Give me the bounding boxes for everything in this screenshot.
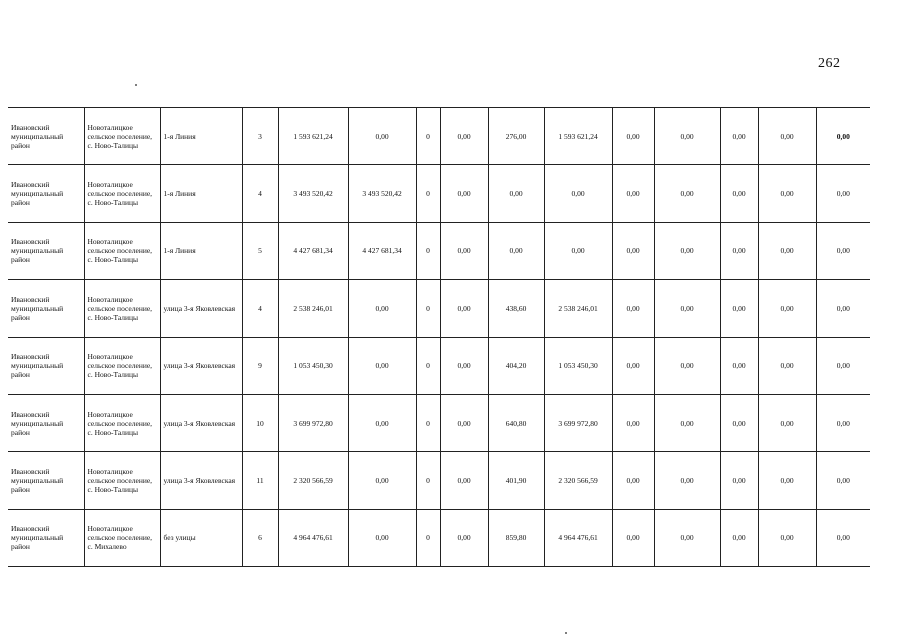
table-row [8, 165, 870, 222]
house-number-cell: 6 [242, 509, 278, 566]
value-cell: 0 [416, 337, 440, 394]
value-cell: 0,00 [758, 394, 816, 451]
value-cell: 0,00 [758, 108, 816, 165]
total-cost-cell: 3 699 972,80 [278, 394, 348, 451]
value-cell: 0,00 [654, 108, 720, 165]
house-number-cell: 9 [242, 337, 278, 394]
table-row [8, 108, 870, 165]
house-number-cell: 3 [242, 108, 278, 165]
value-cell: 0,00 [440, 337, 488, 394]
district-cell: Ивановский муниципальный район [8, 280, 84, 337]
area-cell: 0,00 [488, 165, 544, 222]
value-cell: 0,00 [612, 452, 654, 509]
value-cell: 3 493 520,42 [348, 165, 416, 222]
area-cell: 859,80 [488, 509, 544, 566]
district-cell: Ивановский муниципальный район [8, 452, 84, 509]
value-cell: 0,00 [758, 452, 816, 509]
house-number-cell: 11 [242, 452, 278, 509]
settlement-cell: Новоталицкое сельское поселение, с. Ново-Талицы [84, 394, 160, 451]
settlement-cell: Новоталицкое сельское поселение, с. Ново-Талицы [84, 108, 160, 165]
value-cell: 0 [416, 394, 440, 451]
value-cell: 0,00 [440, 222, 488, 279]
value-cell: 0,00 [654, 394, 720, 451]
value-cell: 0 [416, 509, 440, 566]
value-cell: 1 053 450,30 [544, 337, 612, 394]
district-cell: Ивановский муниципальный район [8, 509, 84, 566]
street-cell: улица 3-я Яковлевская [160, 280, 242, 337]
district-cell: Ивановский муниципальный район [8, 337, 84, 394]
table-body [8, 108, 870, 567]
value-cell: 0 [416, 452, 440, 509]
street-cell: улица 3-я Яковлевская [160, 337, 242, 394]
total-cost-cell: 1 593 621,24 [278, 108, 348, 165]
value-cell: 0,00 [440, 452, 488, 509]
value-cell: 0,00 [440, 165, 488, 222]
value-cell: 0,00 [654, 452, 720, 509]
value-cell: 0,00 [612, 337, 654, 394]
district-cell: Ивановский муниципальный район [8, 108, 84, 165]
table-row [8, 452, 870, 509]
value-cell: 0,00 [612, 165, 654, 222]
house-number-cell: 5 [242, 222, 278, 279]
value-cell: 0,00 [612, 222, 654, 279]
value-cell: 0,00 [612, 394, 654, 451]
settlement-cell: Новоталицкое сельское поселение, с. Ново-Талицы [84, 337, 160, 394]
value-cell: 0 [416, 165, 440, 222]
settlement-cell: Новоталицкое сельское поселение, с. Ново-Талицы [84, 222, 160, 279]
value-cell: 0,00 [720, 394, 758, 451]
value-cell: 0,00 [758, 222, 816, 279]
value-cell: 0,00 [440, 394, 488, 451]
value-cell: 0,00 [348, 452, 416, 509]
value-cell: 0,00 [544, 222, 612, 279]
value-cell: 0,00 [758, 509, 816, 566]
total-cost-cell: 4 427 681,34 [278, 222, 348, 279]
value-cell: 1 593 621,24 [544, 108, 612, 165]
scan-speck [565, 632, 567, 634]
table-row [8, 222, 870, 279]
value-cell: 0,00 [654, 165, 720, 222]
value-cell: 0,00 [720, 337, 758, 394]
value-cell: 0,00 [758, 337, 816, 394]
value-cell: 0,00 [654, 509, 720, 566]
house-number-cell: 4 [242, 165, 278, 222]
value-cell: 0,00 [816, 337, 870, 394]
street-cell: без улицы [160, 509, 242, 566]
settlement-cell: Новоталицкое сельское поселение, с. Ново-Талицы [84, 165, 160, 222]
value-cell: 0,00 [612, 108, 654, 165]
value-cell: 4 964 476,61 [544, 509, 612, 566]
value-cell: 0,00 [612, 280, 654, 337]
value-cell: 3 699 972,80 [544, 394, 612, 451]
page-number: 262 [818, 56, 841, 71]
settlement-cell: Новоталицкое сельское поселение, с. Ново-Талицы [84, 452, 160, 509]
value-cell: 0,00 [720, 108, 758, 165]
value-cell: 0,00 [654, 222, 720, 279]
program-table-wrapper [8, 107, 870, 567]
area-cell: 401,90 [488, 452, 544, 509]
district-cell: Ивановский муниципальный район [8, 165, 84, 222]
value-cell: 0,00 [758, 280, 816, 337]
table-row [8, 337, 870, 394]
scan-speck [135, 84, 137, 86]
value-cell: 0,00 [544, 165, 612, 222]
street-cell: улица 3-я Яковлевская [160, 394, 242, 451]
value-cell: 0,00 [720, 165, 758, 222]
value-cell: 0,00 [816, 108, 870, 165]
value-cell: 0,00 [758, 165, 816, 222]
area-cell: 438,60 [488, 280, 544, 337]
area-cell: 276,00 [488, 108, 544, 165]
street-cell: 1-я Линия [160, 108, 242, 165]
table-row [8, 509, 870, 566]
district-cell: Ивановский муниципальный район [8, 222, 84, 279]
value-cell: 0 [416, 280, 440, 337]
total-cost-cell: 1 053 450,30 [278, 337, 348, 394]
area-cell: 404,20 [488, 337, 544, 394]
total-cost-cell: 4 964 476,61 [278, 509, 348, 566]
value-cell: 0,00 [816, 280, 870, 337]
area-cell: 640,80 [488, 394, 544, 451]
area-cell: 0,00 [488, 222, 544, 279]
house-number-cell: 10 [242, 394, 278, 451]
value-cell: 2 538 246,01 [544, 280, 612, 337]
value-cell: 2 320 566,59 [544, 452, 612, 509]
settlement-cell: Новоталицкое сельское поселение, с. Михалево [84, 509, 160, 566]
value-cell: 0,00 [720, 509, 758, 566]
value-cell: 0,00 [348, 337, 416, 394]
district-cell: Ивановский муниципальный район [8, 394, 84, 451]
value-cell: 0,00 [654, 337, 720, 394]
value-cell: 0,00 [348, 108, 416, 165]
value-cell: 0,00 [440, 280, 488, 337]
table-row [8, 280, 870, 337]
value-cell: 0,00 [816, 452, 870, 509]
value-cell: 0,00 [816, 222, 870, 279]
value-cell: 0,00 [348, 394, 416, 451]
settlement-cell: Новоталицкое сельское поселение, с. Ново-Талицы [84, 280, 160, 337]
value-cell: 0 [416, 222, 440, 279]
total-cost-cell: 3 493 520,42 [278, 165, 348, 222]
street-cell: 1-я Линия [160, 165, 242, 222]
value-cell: 0,00 [348, 509, 416, 566]
value-cell: 0,00 [720, 452, 758, 509]
value-cell: 0,00 [816, 394, 870, 451]
value-cell: 0,00 [348, 280, 416, 337]
value-cell: 0,00 [440, 509, 488, 566]
program-table [8, 107, 870, 567]
value-cell: 0,00 [612, 509, 654, 566]
value-cell: 0,00 [720, 280, 758, 337]
value-cell: 0,00 [654, 280, 720, 337]
value-cell: 0,00 [440, 108, 488, 165]
value-cell: 0,00 [720, 222, 758, 279]
street-cell: улица 3-я Яковлевская [160, 452, 242, 509]
house-number-cell: 4 [242, 280, 278, 337]
value-cell: 0,00 [816, 165, 870, 222]
table-row [8, 394, 870, 451]
total-cost-cell: 2 320 566,59 [278, 452, 348, 509]
value-cell: 4 427 681,34 [348, 222, 416, 279]
street-cell: 1-я Линия [160, 222, 242, 279]
total-cost-cell: 2 538 246,01 [278, 280, 348, 337]
value-cell: 0 [416, 108, 440, 165]
value-cell: 0,00 [816, 509, 870, 566]
